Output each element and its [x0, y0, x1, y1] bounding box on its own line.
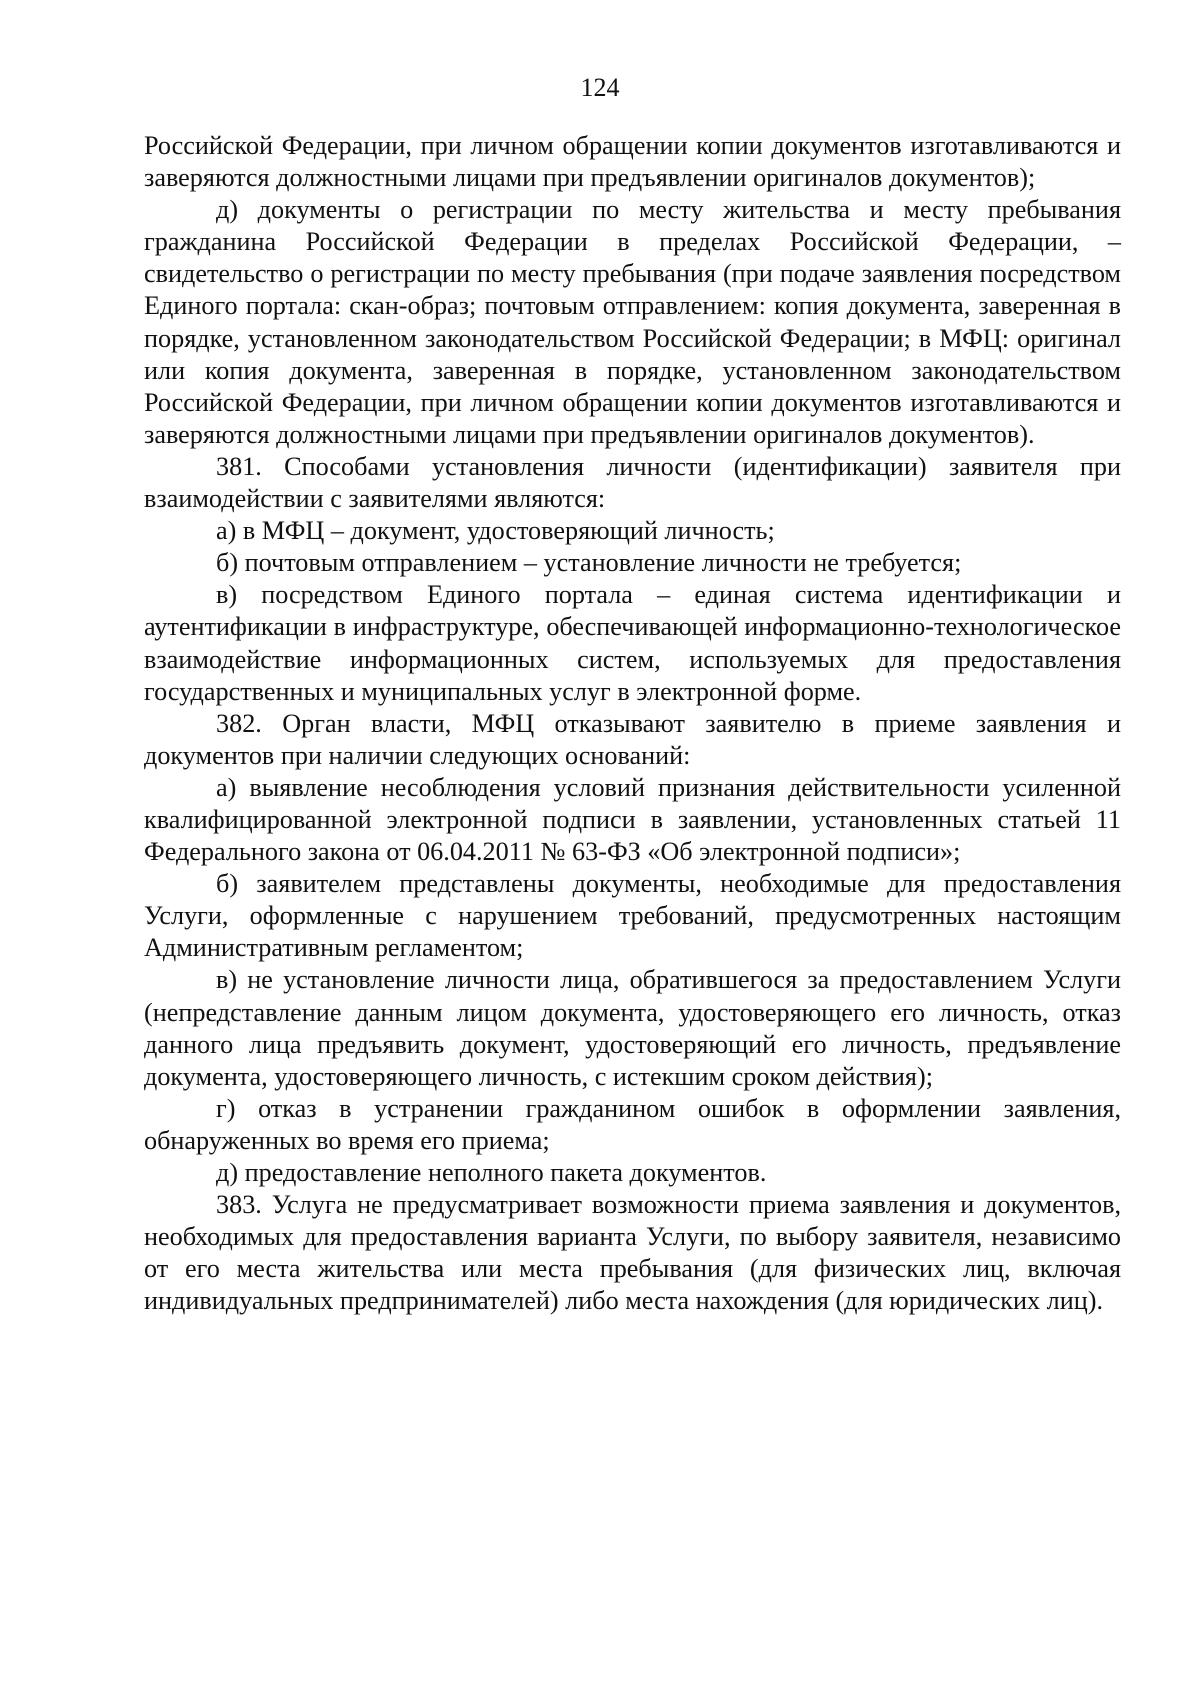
paragraph: в) не установление личности лица, обратившегося за предоставлением Услуги (непредставление данным лицом документа, удостоверяющего его личность, отказ данного лица предъявить документ, удостоверяющий его личность, предъявление документа, удостоверяющего личность, с истекшим сроком действия);: [144, 965, 1121, 1091]
paragraph: д) предоставление неполного пакета документов.: [216, 1158, 767, 1187]
paragraph: 381. Способами установления личности (идентификации) заявителя при взаимодействии с заявителями являются:: [144, 451, 1121, 514]
paragraph: б) почтовым отправлением – установление личности не требуется;: [216, 548, 962, 578]
paragraph: 383. Услуга не предусматривает возможности приема заявления и документов, необходимых для предоставления варианта Услуги, по выбору заявителя, независимо от его места жительства или места пребывания (для физических лиц, включая индивидуальных предпринимателей) либо места нахождения (для юридических лиц).: [144, 1190, 1121, 1316]
paragraph: д) документы о регистрации по месту жительства и месту пребывания гражданина Российской Федерации в пределах Российской Федерации, – свидетельство о регистрации по месту пребывания (при подаче заявления посредством Единого портала: скан-образ; почтовым отправлением: копия документа, заверенная в порядке, установленном законодательством Российской Федерации; в МФЦ: оригинал или копия документа, заверенная в порядке, установленном законодательством Российской Федерации, при личном обращении копии документов изготавливаются и заверяются должностными лицами при предъявлении оригиналов документов).: [144, 195, 1121, 449]
document-body: [144, 130, 1121, 1317]
paragraph: а) выявление несоблюдения условий признания действительности усиленной квалифицированной электронной подписи в заявлении, установленных статьей 11 Федерального закона от 06.04.2011 № 63-ФЗ «Об электронной подписи»;: [144, 772, 1121, 867]
paragraph: в) посредством Единого портала – единая система идентификации и аутентификации в инфраструктуре, обеспечивающей информационно-технологическое взаимодействие информационных систем, используемых для предоставления государственных и муниципальных услуг в электронной форме.: [144, 580, 1121, 706]
paragraph: б) заявителем представлены документы, необходимые для предоставления Услуги, оформленные с нарушением требований, предусмотренных настоящим Административным регламентом;: [144, 869, 1121, 963]
page-number: 124: [580, 73, 620, 102]
paragraph: а) в МФЦ – документ, удостоверяющий личность;: [216, 516, 775, 546]
paragraph: Российской Федерации, при личном обращении копии документов изготавливаются и заверяются должностными лицами при предъявлении оригиналов документов);: [144, 131, 1121, 193]
paragraph: г) отказ в устранении гражданином ошибок в оформлении заявления, обнаруженных во время его приема;: [144, 1093, 1121, 1155]
paragraph: 382. Орган власти, МФЦ отказывают заявителю в приеме заявления и документов при наличии следующих оснований:: [144, 708, 1121, 770]
